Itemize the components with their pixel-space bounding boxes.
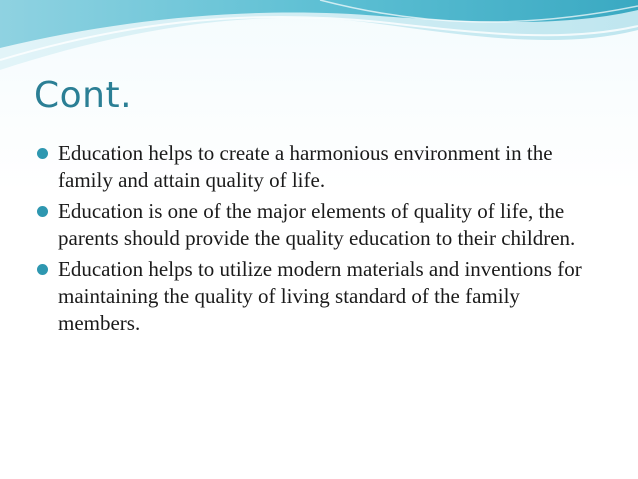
bullet-icon (37, 206, 48, 217)
bullet-list (34, 140, 604, 341)
bullet-item (34, 140, 604, 194)
bullet-item (34, 198, 604, 252)
bullet-text: Education is one of the major elements of quality of life, the parents should provide the quality education to their children. (58, 199, 576, 250)
bullet-icon (37, 264, 48, 275)
slide-title: Cont. (34, 75, 133, 116)
bullet-text: Education helps to create a harmonious environment in the family and attain quality of life. (58, 141, 553, 192)
bullet-text: Education helps to utilize modern materials and inventions for maintaining the quality of living standard of the family members. (58, 257, 582, 335)
bullet-item (34, 256, 604, 337)
bullet-icon (37, 148, 48, 159)
